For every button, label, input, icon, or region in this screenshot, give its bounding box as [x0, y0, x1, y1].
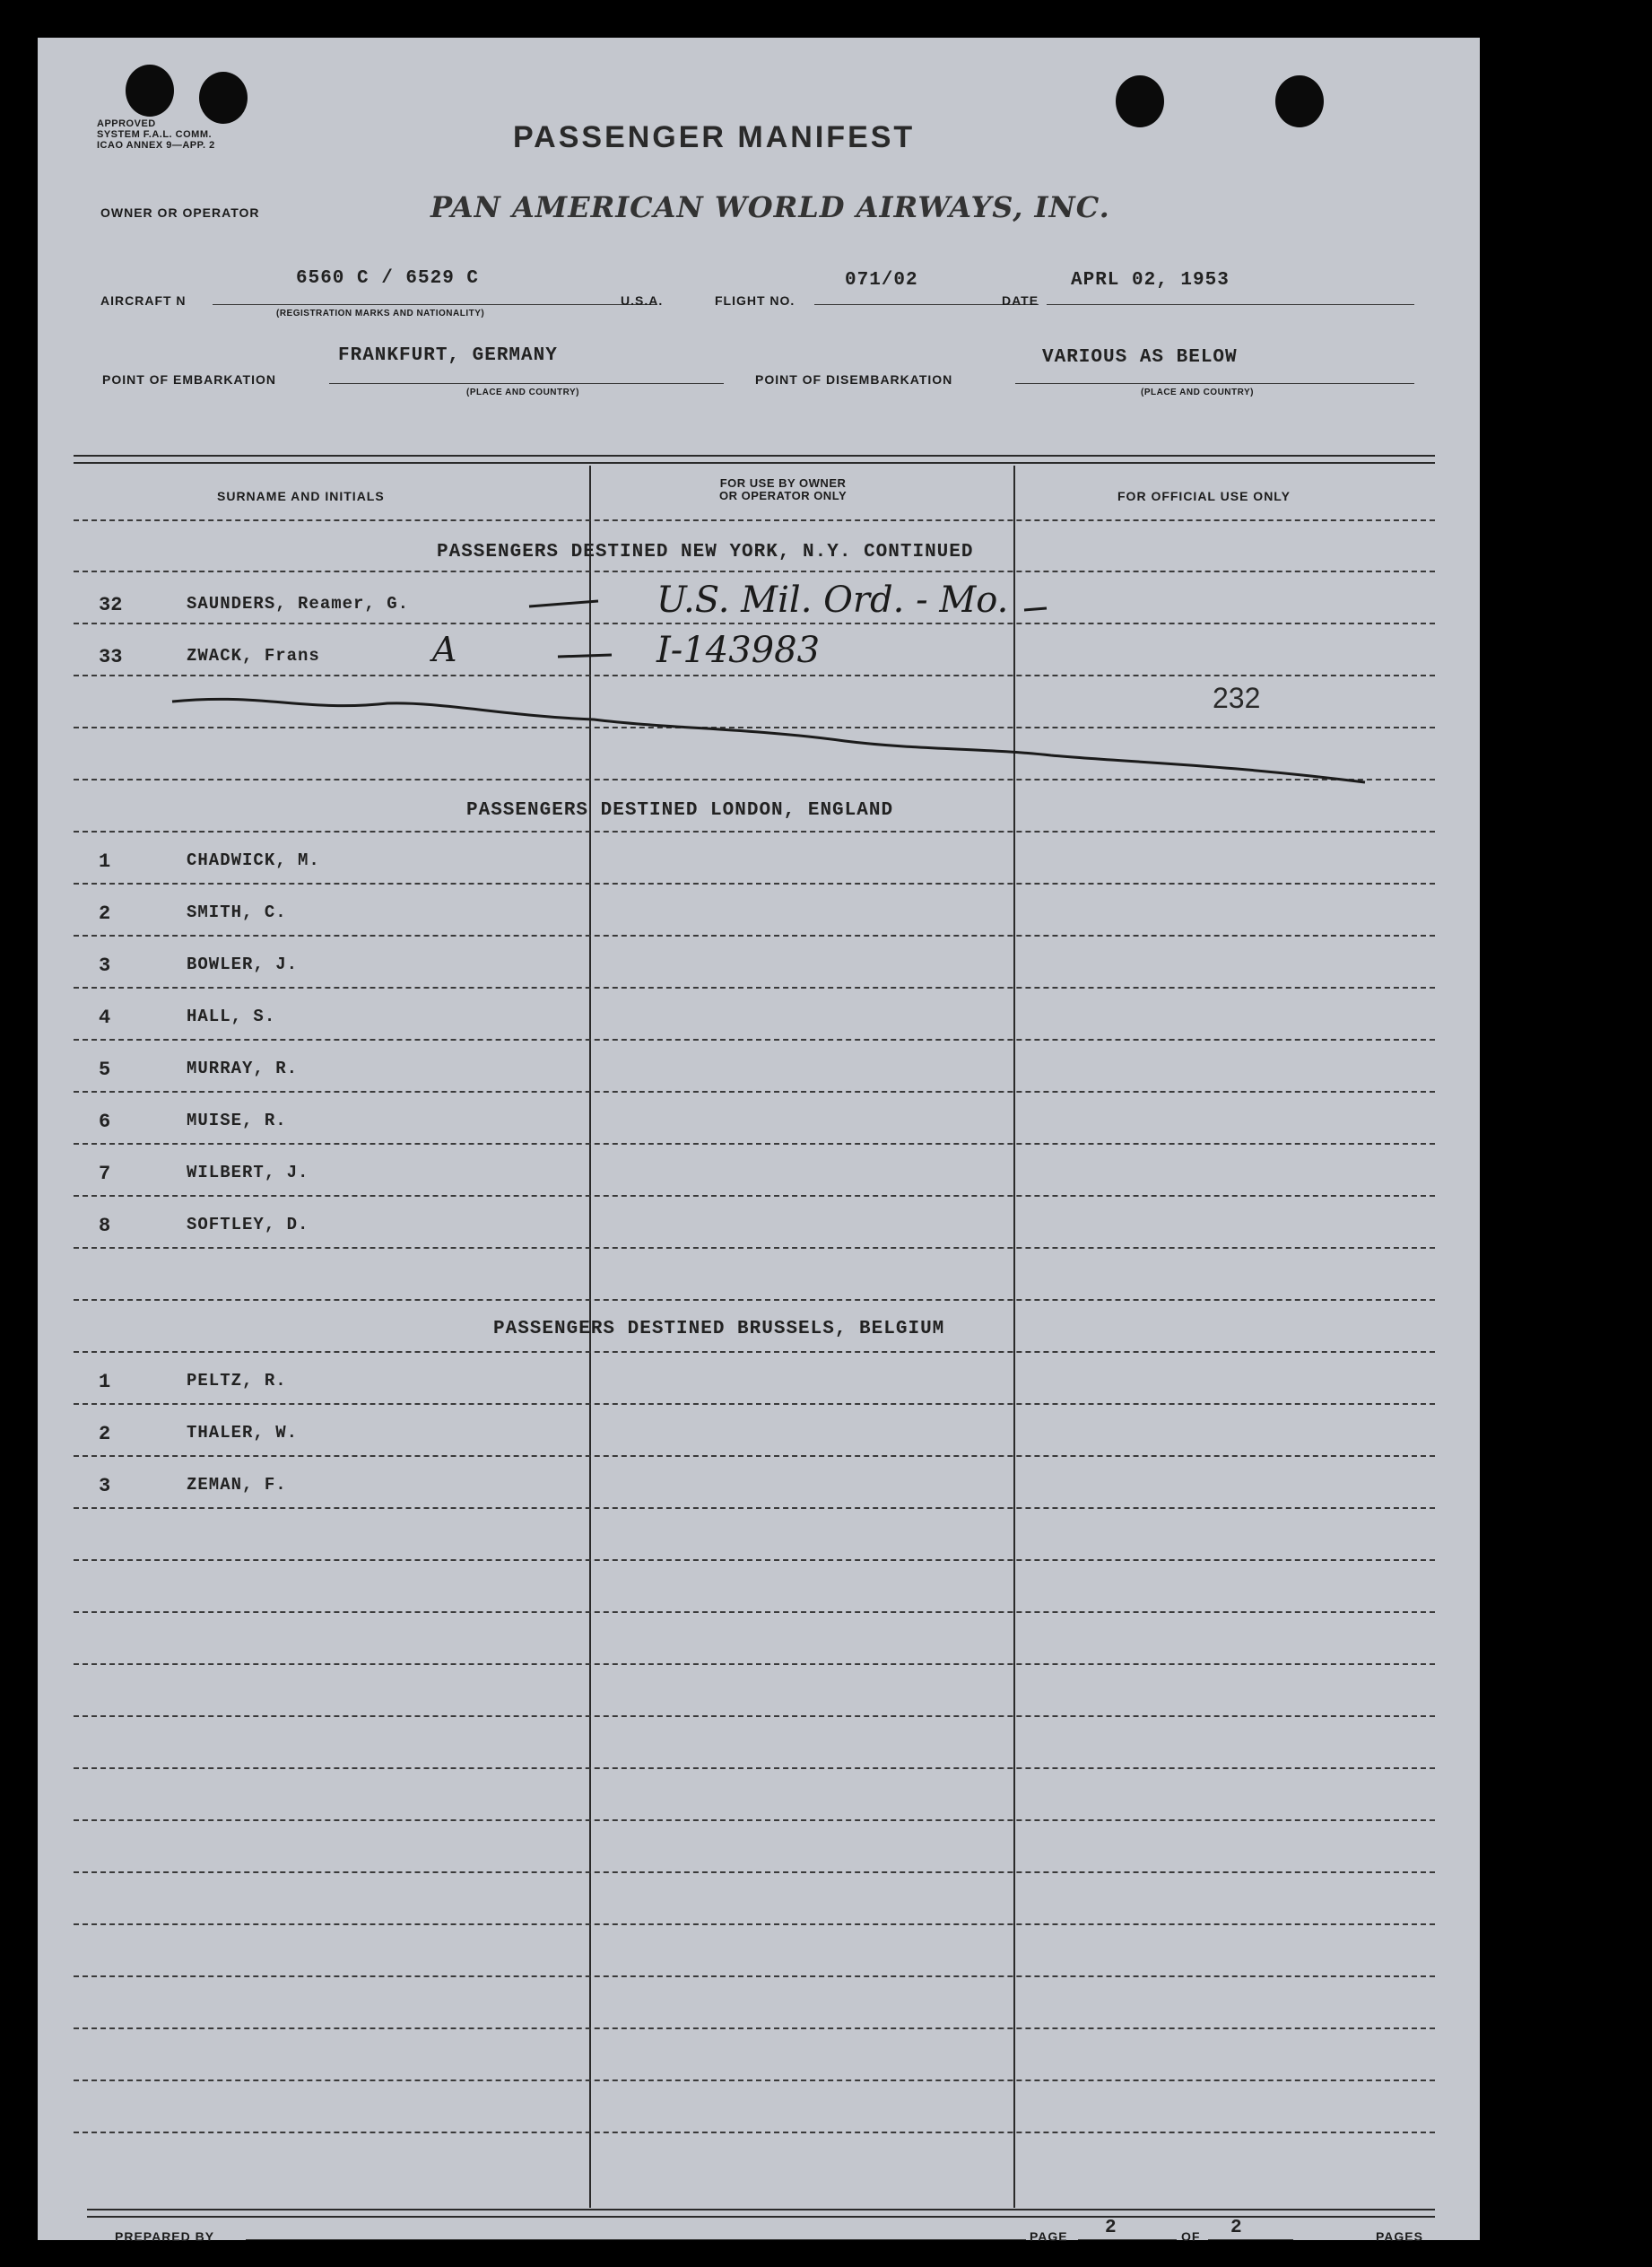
- manifest-page: [38, 38, 1480, 2244]
- prepared-by-rule: [246, 2239, 1026, 2240]
- col-official: FOR OFFICIAL USE ONLY: [1117, 489, 1291, 503]
- form-title: PASSENGER MANIFEST: [513, 120, 916, 154]
- row-number: 3: [99, 1475, 111, 1497]
- passenger-name: ZEMAN, F.: [187, 1475, 287, 1495]
- col-owner-use-line: FOR USE BY OWNER: [719, 476, 847, 490]
- passenger-name: MURRAY, R.: [187, 1059, 299, 1078]
- row-number: 3: [99, 955, 111, 977]
- section-heading-brussels: PASSENGERS DESTINED BRUSSELS, BELGIUM: [493, 1319, 945, 1339]
- passenger-name: BOWLER, J.: [187, 955, 299, 974]
- disembarkation-label: POINT OF DISEMBARKATION: [755, 372, 953, 387]
- row-number: 32: [99, 594, 123, 616]
- aircraft-note: (REGISTRATION MARKS AND NATIONALITY): [276, 309, 485, 318]
- passenger-name: SOFTLEY, D.: [187, 1215, 309, 1234]
- handwritten-number: I-143983: [656, 630, 821, 671]
- prepared-by-label: PREPARED BY: [115, 2229, 215, 2244]
- disembarkation-note: (PLACE AND COUNTRY): [1141, 388, 1254, 397]
- row-number: 8: [99, 1215, 111, 1237]
- date-label: DATE: [1002, 293, 1039, 308]
- approval-line: SYSTEM F.A.L. COMM.: [97, 129, 213, 140]
- col-owner-use-line: OR OPERATOR ONLY: [719, 489, 848, 502]
- row-number: 2: [99, 1423, 111, 1445]
- page-label: PAGE: [1030, 2229, 1068, 2244]
- passenger-name: CHADWICK, M.: [187, 850, 320, 870]
- embarkation-note: (PLACE AND COUNTRY): [466, 388, 579, 397]
- approval-line: ICAO ANNEX 9—APP. 2: [97, 140, 215, 151]
- row-number: 7: [99, 1163, 111, 1185]
- pages-label: PAGES: [1376, 2229, 1423, 2244]
- passenger-name: WILBERT, J.: [187, 1163, 309, 1182]
- owner-label: OWNER OR OPERATOR: [100, 205, 260, 220]
- flight-value: 071/02: [845, 270, 918, 291]
- passenger-name: SMITH, C.: [187, 902, 287, 922]
- passenger-name: SAUNDERS, Reamer, G.: [187, 594, 410, 614]
- row-number: 2: [99, 902, 111, 925]
- row-number: 33: [99, 646, 123, 668]
- of-rule: [1208, 2239, 1293, 2240]
- handwritten-mark: A: [432, 630, 457, 669]
- passenger-name: THALER, W.: [187, 1423, 299, 1443]
- passenger-name: MUISE, R.: [187, 1111, 287, 1130]
- of-value: 2: [1230, 2218, 1243, 2238]
- row-number: 6: [99, 1111, 111, 1133]
- stamp-number: 232: [1213, 682, 1261, 714]
- row-number: 5: [99, 1059, 111, 1081]
- passenger-name: HALL, S.: [187, 1007, 276, 1026]
- page-rule: [1078, 2239, 1177, 2240]
- disembarkation-value: VARIOUS AS BELOW: [1042, 347, 1238, 368]
- embarkation-value: FRANKFURT, GERMANY: [338, 345, 558, 366]
- page-value: 2: [1105, 2218, 1117, 2238]
- owner-value: PAN AMERICAN WORLD AIRWAYS, INC.: [430, 190, 1110, 224]
- row-number: 1: [99, 850, 111, 873]
- section-heading-london: PASSENGERS DESTINED LONDON, ENGLAND: [466, 800, 894, 821]
- section-heading-new-york: PASSENGERS DESTINED NEW YORK, N.Y. CONTINUED: [437, 542, 974, 562]
- aircraft-label: AIRCRAFT N: [100, 293, 187, 308]
- usa-label: U.S.A.: [621, 293, 664, 308]
- flight-label: FLIGHT NO.: [715, 293, 796, 308]
- handwritten-note: U.S. Mil. Ord. - Mo.: [656, 580, 1009, 621]
- date-value: APRL 02, 1953: [1071, 270, 1230, 291]
- passenger-name: ZWACK, Frans: [187, 646, 320, 666]
- aircraft-value: 6560 C / 6529 C: [296, 268, 480, 289]
- embarkation-label: POINT OF EMBARKATION: [102, 372, 276, 387]
- passenger-name: PELTZ, R.: [187, 1371, 287, 1391]
- col-surname: SURNAME AND INITIALS: [217, 489, 385, 503]
- approval-line: APPROVED: [97, 118, 156, 129]
- row-number: 1: [99, 1371, 111, 1393]
- hand-strike-lines: [38, 38, 1480, 2240]
- of-label: OF: [1181, 2229, 1201, 2244]
- row-number: 4: [99, 1007, 111, 1029]
